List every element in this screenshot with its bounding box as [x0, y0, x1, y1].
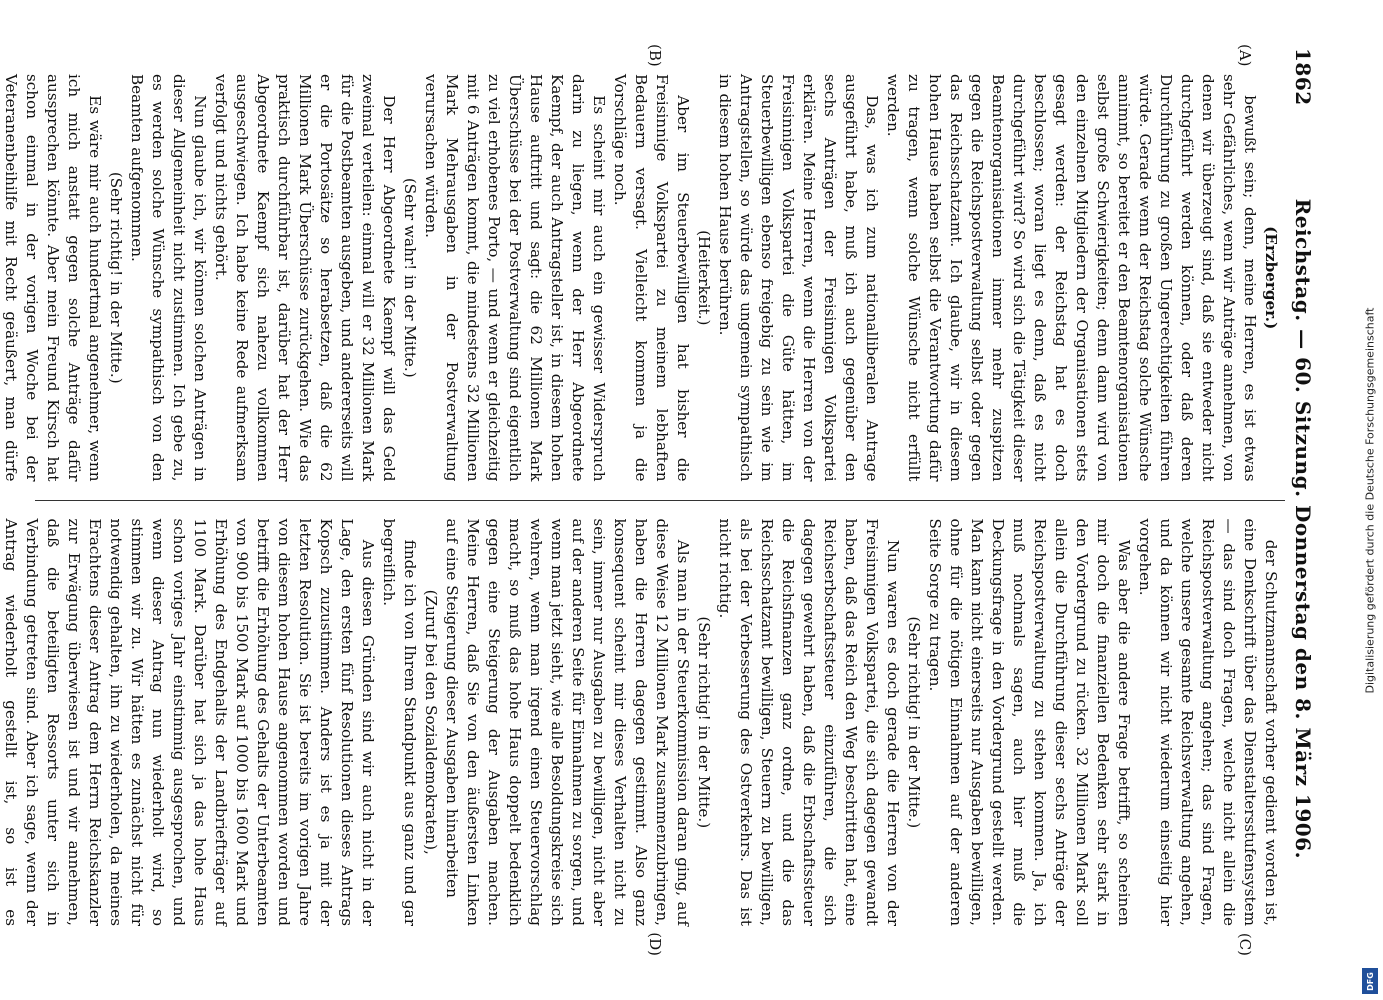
paragraph: finde ich von Ihrem Standpunkt aus ganz und gar begreiflich. — [380, 518, 419, 926]
paragraph: Aber im Steuerbewilligen hat bisher die Freisinnige Volkspartei zu meinem lebhaften Bedauern versagt. Vielleicht kommen ja die Vorschläge noch. — [611, 74, 692, 482]
margin-marker-b: (B) — [646, 44, 664, 67]
interjection: (Sehr richtig! in der Mitte.) — [695, 616, 713, 829]
dfg-logo-text: DFG — [1365, 971, 1375, 991]
margin-marker-c: (C) — [1236, 932, 1254, 956]
interjection: (Zuruf bei den Sozialdemokraten), — [422, 589, 440, 855]
paragraph: Der Herr Abgeordnete Kaempf will das Geld zweimal verteilen: einmal will er 32 Millionen Mark für die Postbeamten ausgeben, und andererseits will er die Portosätze so herabsetzen, daß die 62 Millionen Mark Überschüsse zurückgehen. Wie das praktisch durchführbar ist, darüber hat der Herr Abgeordnete Kaempf sich nahezu vollkommen ausgeschwiegen. Ich habe keine Rede aufmerksam verfolgt und nichts gehört. — [212, 74, 398, 482]
interjection: (Sehr richtig! in der Mitte.) — [107, 171, 125, 384]
speaker-label: (Erzberger.) — [1262, 226, 1280, 330]
margin-marker-a: (A) — [1236, 44, 1254, 67]
interjection: (Sehr wahr! in der Mitte.) — [401, 177, 419, 378]
digitization-credit — [1358, 0, 1382, 1000]
page-title: Reichstag. — 60. Sitzung. Donnerstag den 8. März 1906. — [1291, 198, 1315, 860]
text-columns — [2, 40, 1285, 960]
paragraph: Was aber die andere Frage betrifft, so scheinen mir doch die finanziellen Bedenken sehr stark in den Vordergrund zu rücken. 32 Millionen Mark soll allein die Durchführung dieser sechs Anträge der Reichspostverwaltung zu stehen kommen. Ja, ich muß nochmals sagen, auch hier muß die Deckungsfrage in den Vordergrund gestellt werden. Man kann nicht einerseits nur Ausgaben bewilligen, ohne für die nötigen Einnahmen auf der anderen Seite Sorge zu tragen. — [926, 518, 1133, 926]
margin-marker-d: (D) — [646, 932, 664, 956]
paragraph: Aus diesen Gründen sind wir auch nicht in der Lage, den ersten fünf Resolutionen dieses Antrags Kopsch zuzustimmen. Anders ist es ja mit der letzten Resolution. Sie ist bereits im vorigen Jahre von diesem hohen Hause angenommen worden und betrifft die Erhöhung des Gehalts der Unterbeamten von 900 bis 1500 Mark auf 1000 bis 1600 Mark und Erhöhung des Endgehalts der Landbriefträger auf 1100 Mark. Darüber hat sich ja das hohe Haus schon voriges Jahr einstimmig ausgesprochen, und wenn dieser Antrag nun wiederholt wird, so stimmen wir zu. Wir hätten es zunächst nicht für notwendig gehalten, ihn zu wiederholen, da meines Erachtens dieser Antrag dem Herrn Reichskanzler zur Erwägung überwiesen ist und wir annehmen, daß die beteiligten Ressorts unter sich in Verbindung getreten sind. Aber ich sage, wenn der Antrag wiederholt gestellt ist, so ist es — [2, 518, 377, 926]
credit-text: Digitalisierung gefördert durch die Deutsche Forschungsgemeinschaft — [1363, 307, 1377, 693]
right-column — [2, 500, 1285, 961]
paragraph: Nun waren es doch gerade die Herren von der Freisinnigen Volkspartei, die sich dagegen gewandt haben, daß das Reich den Weg beschritten hat, eine Reichserbschaftssteuer einzuführen, die sich dagegen gewehrt haben, daß die Erbschaftssteuer die Reichsfinanzen ganz ordne, und die das Reichsschatzamt bewilligen, Steuern zu bewilligen, als bei der Verbesserung des Ostverkehrs. Das ist nicht richtig. — [716, 518, 902, 926]
running-head — [1285, 40, 1315, 960]
paragraph: Das, was ich zum nationalliberalen Antrage ausgeführt habe, muß ich auch gegenüber den sechs Anträgen der Freisinnigen Volkspartei erklären. Meine Herren, wenn die Herren von der Freisinnigen Volkspartei die Güte hätten, im Steuerbewilligen ebenso freigebig zu sein wie im Antragstellen, so würde das ungemein sympathisch in diesem hohen Hause berühren. — [716, 74, 881, 482]
paragraph: Als man in der Steuerkommission daran ging, auf diese Weise 12 Millionen Mark zusammenzubringen, haben die Herren dagegen gestimmt. Also ganz konsequent scheint mir dieses Verhalten nicht zu sein, immer nur Ausgaben zu bewilligen, nicht aber auf der anderen Seite für Einnahmen zu sorgen, und wenn man jetzt sieht, wie alle Besoldungskreise sich wehren, wenn man irgend einen Steuervorschlag macht, so muß das hohe Haus doppelt bedenklich gegen eine Steigerung der Ausgaben machen. Meine Herren, daß Sie von den äußersten Linken auf eine Steigerung dieser Ausgaben hinarbeiten — [443, 518, 692, 926]
interjection: (Heiterkeit.) — [695, 230, 713, 326]
interjection: (Sehr richtig! in der Mitte.) — [905, 616, 923, 829]
dfg-logo — [1362, 968, 1378, 994]
paragraph: Es wäre mir auch hundertmal angenehmer, wenn ich mich anstatt gegen solche Anträge dafür aussprechen könnte. Aber mein Freund Kirsch hat schon einmal in der vorigen Woche bei der Veteranenbeihilfe mit Recht geäußert, man dürfe — [2, 74, 104, 482]
paragraph: Es scheint mir auch ein gewisser Widerspruch darin zu liegen, wenn der Herr Abgeordnete Kaempf, der auch Antragsteller ist, in diesem hohen Hause auftritt und sagt: die 62 Millionen Mark Überschüsse bei der Postverwaltung sind eigentlich zu viel erhobenes Porto, — und wenn er gleichzeitig mit 6 Anträgen kommt, die mindestens 32 Millionen Mark Mehrausgaben in der Postverwaltung verursachen würden. — [422, 74, 608, 482]
paragraph: Nun glaube ich, wir können solchen Anträgen in dieser Allgemeinheit nicht zustimmen. Ich gebe zu, es werden solche Wünsche sympathisch von den Beamten aufgenommen. — [128, 74, 209, 482]
page-number: 1862 — [1291, 48, 1315, 106]
left-column — [2, 40, 1285, 500]
paragraph: bewußt sein; denn, meine Herren, es ist etwas sehr Gefährliches, wenn wir Anträge annehmen, von denen wir überzeugt sind, daß sie entweder nicht durchgeführt werden können, oder daß deren Durchführung zu großen Ungerechtigkeiten führen würde. Gerade wenn der Reichstag solche Wünsche annimmt, so bereitet er den Beamtenorganisationen selbst große Schwierigkeiten; denn dann wird von den einzelnen Mitgliedern der Organisationen stets gesagt werden: der Reichstag hat es doch beschlossen; woran liegt es denn, daß es nicht durchgeführt wird? So wird sich die Tätigkeit dieser Beamtenorganisationen immer mehr zuspitzen gegen die Reichspostverwaltung selbst oder gegen das Reichsschatzamt. Ich glaube, wir in diesem hohen Hause haben selbst die Verantwortung dafür zu tragen, wenn solche Wünsche nicht erfüllt werden. — [884, 74, 1259, 482]
paragraph: der Schutzmannschaft vorher gedient worden ist, eine Denkschrift über das Dienstaltersstufensystem — das sind doch Fragen, welche nicht allein die Reichspostverwaltung angehen; das sind Fragen, welche unsere gesamte Reichsverwaltung angehen, und da können wir nicht wiederum einseitig hier vorgehen. — [1136, 518, 1280, 926]
